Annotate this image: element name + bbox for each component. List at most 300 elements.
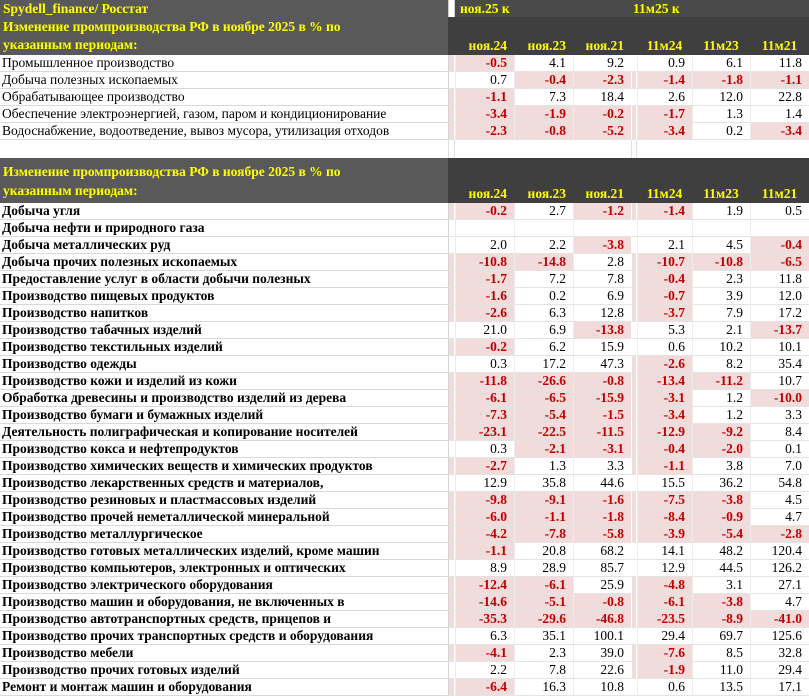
- value-cell: 27.1: [750, 577, 809, 594]
- value-cell: 2.6: [637, 89, 692, 106]
- row-label: Добыча нефти и природного газа: [0, 220, 448, 237]
- row-label: Производство текстильных изделий: [0, 339, 448, 356]
- row-label: Производство кожи и изделий из кожи: [0, 373, 448, 390]
- value-cell: -10.0: [750, 390, 809, 407]
- column-headers-block2: [448, 158, 809, 203]
- value-cell: 6.2: [514, 339, 573, 356]
- value-cell: 18.4: [573, 89, 631, 106]
- value-cell: -2.6: [637, 356, 692, 373]
- value-cell: [692, 220, 750, 237]
- value-cell: 25.9: [573, 577, 631, 594]
- table-row: [0, 89, 809, 106]
- table-row: [0, 560, 809, 577]
- value-cell: -6.0: [455, 509, 514, 526]
- period-group-nov25: ноя.25 к: [460, 1, 510, 16]
- table-header-top: [0, 0, 809, 17]
- value-cell: 8.5: [692, 645, 750, 662]
- value-cell: -0.5: [455, 55, 514, 72]
- value-cell: 11.8: [750, 271, 809, 288]
- column-spacer: [448, 89, 455, 106]
- value-cell: 68.2: [573, 543, 631, 560]
- value-cell: -11.2: [692, 373, 750, 390]
- table-row: [0, 203, 809, 220]
- value-cell: -0.8: [514, 123, 573, 140]
- column-spacer: [448, 475, 455, 492]
- summary-rows: [0, 55, 809, 140]
- column-spacer: [448, 271, 455, 288]
- value-cell: -4.2: [455, 526, 514, 543]
- value-cell: 85.7: [573, 560, 631, 577]
- value-cell: -6.1: [637, 594, 692, 611]
- value-cell: -9.8: [455, 492, 514, 509]
- table-row: [0, 373, 809, 390]
- value-cell: 4.1: [514, 55, 573, 72]
- row-label: Производство пищевых продуктов: [0, 288, 448, 305]
- column-spacer: [448, 322, 455, 339]
- column-header: 11м23: [703, 38, 739, 53]
- column-spacer: [448, 123, 455, 140]
- column-spacer: [448, 662, 455, 679]
- value-cell: -3.1: [637, 390, 692, 407]
- table-header-block1: [0, 17, 809, 55]
- row-label: Производство лекарственных средств и материалов,: [0, 475, 448, 492]
- value-cell: 7.0: [750, 458, 809, 475]
- row-label: Добыча полезных ископаемых: [0, 72, 448, 89]
- column-spacer: [448, 577, 455, 594]
- value-cell: 12.0: [692, 89, 750, 106]
- value-cell: 69.7: [692, 628, 750, 645]
- value-cell: -1.9: [514, 106, 573, 123]
- value-cell: 4.7: [750, 509, 809, 526]
- value-cell: 120.4: [750, 543, 809, 560]
- value-cell: 3.3: [573, 458, 631, 475]
- value-cell: -7.8: [514, 526, 573, 543]
- value-cell: -1.1: [750, 72, 809, 89]
- header-separator: [448, 0, 455, 17]
- value-cell: 8.4: [750, 424, 809, 441]
- value-cell: 8.9: [455, 560, 514, 577]
- period-groups: [455, 0, 809, 17]
- value-cell: -1.5: [573, 407, 631, 424]
- value-cell: -11.8: [455, 373, 514, 390]
- value-cell: 0.3: [455, 356, 514, 373]
- column-spacer: [448, 611, 455, 628]
- value-cell: 0.6: [637, 339, 692, 356]
- column-spacer: [448, 254, 455, 271]
- value-cell: -4.1: [455, 645, 514, 662]
- value-cell: -22.5: [514, 424, 573, 441]
- value-cell: 44.5: [692, 560, 750, 577]
- row-label: Производство кокса и нефтепродуктов: [0, 441, 448, 458]
- value-cell: 20.8: [514, 543, 573, 560]
- value-cell: 48.2: [692, 543, 750, 560]
- value-cell: -1.1: [455, 89, 514, 106]
- value-cell: 17.2: [750, 305, 809, 322]
- value-cell: 2.1: [692, 322, 750, 339]
- column-spacer: [448, 72, 455, 89]
- value-cell: -35.3: [455, 611, 514, 628]
- column-spacer: [448, 509, 455, 526]
- value-cell: -8.4: [637, 509, 692, 526]
- value-cell: 3.3: [750, 407, 809, 424]
- value-cell: -0.2: [573, 106, 631, 123]
- title-line-1: Изменение промпроизводства РФ в ноябре 2025 в % по: [3, 19, 341, 34]
- value-cell: -29.6: [514, 611, 573, 628]
- value-cell: -13.4: [637, 373, 692, 390]
- gap-row: [0, 140, 809, 158]
- value-cell: 16.3: [514, 679, 573, 696]
- table-row: [0, 628, 809, 645]
- value-cell: 0.2: [514, 288, 573, 305]
- column-spacer: [448, 441, 455, 458]
- table-row: [0, 424, 809, 441]
- value-cell: -3.8: [692, 492, 750, 509]
- table-title-2: [0, 158, 448, 203]
- value-cell: -5.1: [514, 594, 573, 611]
- value-cell: -3.4: [637, 123, 692, 140]
- value-cell: 13.5: [692, 679, 750, 696]
- column-spacer: [448, 203, 455, 220]
- column-spacer: [448, 237, 455, 254]
- column-spacer: [448, 424, 455, 441]
- value-cell: -0.2: [455, 339, 514, 356]
- value-cell: -14.8: [514, 254, 573, 271]
- value-cell: 0.2: [692, 123, 750, 140]
- value-cell: -2.7: [455, 458, 514, 475]
- row-label: Производство резиновых и пластмассовых изделий: [0, 492, 448, 509]
- value-cell: 12.9: [455, 475, 514, 492]
- value-cell: -1.4: [637, 203, 692, 220]
- value-cell: 3.1: [692, 577, 750, 594]
- value-cell: 4.5: [750, 492, 809, 509]
- row-label: Обеспечение электроэнергией, газом, паром и кондиционирование: [0, 106, 448, 123]
- column-spacer: [448, 458, 455, 475]
- row-label: Производство напитков: [0, 305, 448, 322]
- column-header: 11м23: [703, 186, 739, 201]
- row-label: Производство табачных изделий: [0, 322, 448, 339]
- row-label: Производство бумаги и бумажных изделий: [0, 407, 448, 424]
- value-cell: 1.3: [514, 458, 573, 475]
- row-label: Производство машин и оборудования, не включенных в: [0, 594, 448, 611]
- value-cell: -6.1: [455, 390, 514, 407]
- value-cell: -3.9: [637, 526, 692, 543]
- value-cell: 6.9: [573, 288, 631, 305]
- value-cell: 11.8: [750, 55, 809, 72]
- value-cell: 0.3: [455, 441, 514, 458]
- column-spacer: [448, 220, 455, 237]
- value-cell: -14.6: [455, 594, 514, 611]
- row-label: Промышленное производство: [0, 55, 448, 72]
- value-cell: -1.7: [637, 106, 692, 123]
- value-cell: 22.8: [750, 89, 809, 106]
- column-spacer: [448, 288, 455, 305]
- column-spacer: [448, 543, 455, 560]
- value-cell: -26.6: [514, 373, 573, 390]
- value-cell: 32.8: [750, 645, 809, 662]
- value-cell: 54.8: [750, 475, 809, 492]
- value-cell: -46.8: [573, 611, 631, 628]
- value-cell: -2.3: [455, 123, 514, 140]
- table-row: [0, 271, 809, 288]
- value-cell: 2.1: [637, 237, 692, 254]
- value-cell: 44.6: [573, 475, 631, 492]
- table-row: [0, 458, 809, 475]
- value-cell: -0.7: [637, 288, 692, 305]
- table-row: [0, 611, 809, 628]
- value-cell: -1.7: [455, 271, 514, 288]
- value-cell: 4.5: [692, 237, 750, 254]
- column-header: 11м21: [761, 38, 798, 53]
- value-cell: 125.6: [750, 628, 809, 645]
- value-cell: -2.8: [750, 526, 809, 543]
- value-cell: 47.3: [573, 356, 631, 373]
- value-cell: -1.9: [637, 662, 692, 679]
- value-cell: 6.9: [514, 322, 573, 339]
- column-spacer: [448, 339, 455, 356]
- value-cell: 36.2: [692, 475, 750, 492]
- value-cell: 14.1: [637, 543, 692, 560]
- value-cell: [750, 220, 809, 237]
- value-cell: -5.4: [692, 526, 750, 543]
- value-cell: 2.8: [573, 254, 631, 271]
- detail-rows: [0, 203, 809, 694]
- column-spacer: [448, 373, 455, 390]
- value-cell: -3.4: [637, 407, 692, 424]
- value-cell: -7.3: [455, 407, 514, 424]
- row-label: Водоснабжение, водоотведение, вывоз мусора, утилизация отходов: [0, 123, 448, 140]
- row-label: Добыча прочих полезных ископаемых: [0, 254, 448, 271]
- value-cell: 126.2: [750, 560, 809, 577]
- column-spacer: [448, 356, 455, 373]
- value-cell: [455, 220, 514, 237]
- value-cell: 12.0: [750, 288, 809, 305]
- value-cell: 6.3: [514, 305, 573, 322]
- value-cell: 35.8: [514, 475, 573, 492]
- value-cell: 2.0: [455, 237, 514, 254]
- value-cell: -8.9: [692, 611, 750, 628]
- value-cell: 35.4: [750, 356, 809, 373]
- title2-line-2: указанным периодам:: [3, 183, 138, 198]
- value-cell: -1.6: [455, 288, 514, 305]
- value-cell: 7.8: [514, 662, 573, 679]
- value-cell: 2.7: [514, 203, 573, 220]
- value-cell: 17.2: [514, 356, 573, 373]
- table-title: [0, 17, 448, 55]
- value-cell: 6.1: [692, 55, 750, 72]
- value-cell: 11.0: [692, 662, 750, 679]
- table-row: [0, 55, 809, 72]
- table-row: [0, 492, 809, 509]
- column-spacer: [448, 106, 455, 123]
- row-label: Производство химических веществ и химических продуктов: [0, 458, 448, 475]
- value-cell: -0.4: [637, 441, 692, 458]
- value-cell: -41.0: [750, 611, 809, 628]
- value-cell: -1.4: [637, 72, 692, 89]
- value-cell: 39.0: [573, 645, 631, 662]
- value-cell: -1.8: [692, 72, 750, 89]
- value-cell: -0.9: [692, 509, 750, 526]
- column-header: ноя.21: [585, 186, 624, 201]
- value-cell: 3.9: [692, 288, 750, 305]
- table-row: [0, 237, 809, 254]
- table-row: [0, 254, 809, 271]
- value-cell: 5.3: [637, 322, 692, 339]
- value-cell: -7.5: [637, 492, 692, 509]
- value-cell: 10.7: [750, 373, 809, 390]
- column-header: ноя.24: [468, 38, 507, 53]
- column-spacer: [448, 594, 455, 611]
- value-cell: -3.7: [637, 305, 692, 322]
- row-label: Предоставление услуг в области добычи полезных: [0, 271, 448, 288]
- table-row: [0, 123, 809, 140]
- row-label: Производство металлургическое: [0, 526, 448, 543]
- table-row: [0, 577, 809, 594]
- table-header-block2: [0, 158, 809, 203]
- value-cell: -5.2: [573, 123, 631, 140]
- title2-line-1: Изменение промпроизводства РФ в ноябре 2025 в % по: [3, 164, 341, 179]
- row-label: Производство прочих транспортных средств и оборудования: [0, 628, 448, 645]
- table-row: [0, 407, 809, 424]
- value-cell: 12.9: [637, 560, 692, 577]
- column-spacer: [448, 628, 455, 645]
- table-row: [0, 543, 809, 560]
- value-cell: 9.2: [573, 55, 631, 72]
- value-cell: 35.1: [514, 628, 573, 645]
- column-header: ноя.21: [585, 38, 624, 53]
- value-cell: 1.9: [692, 203, 750, 220]
- value-cell: -1.1: [514, 509, 573, 526]
- value-cell: -6.5: [750, 254, 809, 271]
- value-cell: -12.9: [637, 424, 692, 441]
- row-label: Производство электрического оборудования: [0, 577, 448, 594]
- value-cell: -13.7: [750, 322, 809, 339]
- column-header: 11м24: [646, 38, 683, 53]
- value-cell: 29.4: [750, 662, 809, 679]
- value-cell: -3.4: [455, 106, 514, 123]
- table-row: [0, 662, 809, 679]
- column-header: ноя.24: [468, 186, 507, 201]
- value-cell: 22.6: [573, 662, 631, 679]
- table-row: [0, 441, 809, 458]
- value-cell: 10.1: [750, 339, 809, 356]
- value-cell: 0.7: [455, 72, 514, 89]
- row-label: Производство автотранспортных средств, прицепов и: [0, 611, 448, 628]
- value-cell: 15.5: [637, 475, 692, 492]
- table-row: [0, 339, 809, 356]
- value-cell: -0.4: [514, 72, 573, 89]
- column-spacer: [448, 55, 455, 72]
- table-row: [0, 356, 809, 373]
- row-label: Производство прочих готовых изделий: [0, 662, 448, 679]
- value-cell: -9.1: [514, 492, 573, 509]
- value-cell: 7.3: [514, 89, 573, 106]
- value-cell: [514, 220, 573, 237]
- value-cell: 15.9: [573, 339, 631, 356]
- value-cell: -6.1: [514, 577, 573, 594]
- value-cell: -23.5: [637, 611, 692, 628]
- table-row: [0, 72, 809, 89]
- value-cell: 6.3: [455, 628, 514, 645]
- value-cell: 8.2: [692, 356, 750, 373]
- row-label: Производство компьютеров, электронных и оптических: [0, 560, 448, 577]
- value-cell: 28.9: [514, 560, 573, 577]
- value-cell: -1.8: [573, 509, 631, 526]
- value-cell: -10.8: [455, 254, 514, 271]
- column-spacer: [448, 390, 455, 407]
- value-cell: -3.8: [692, 594, 750, 611]
- source-label: Spydell_finance/ Росстат: [0, 0, 448, 17]
- value-cell: 7.2: [514, 271, 573, 288]
- value-cell: 0.1: [750, 441, 809, 458]
- row-label: Обрабатывающее производство: [0, 89, 448, 106]
- column-header: ноя.23: [527, 186, 566, 201]
- value-cell: -6.5: [514, 390, 573, 407]
- value-cell: -12.4: [455, 577, 514, 594]
- value-cell: -1.1: [455, 543, 514, 560]
- value-cell: -3.1: [573, 441, 631, 458]
- column-header: 11м21: [761, 186, 798, 201]
- table-row: [0, 526, 809, 543]
- value-cell: -9.2: [692, 424, 750, 441]
- value-cell: -2.1: [514, 441, 573, 458]
- value-cell: [573, 220, 631, 237]
- value-cell: -3.4: [750, 123, 809, 140]
- value-cell: 17.1: [750, 679, 809, 696]
- row-label: Производство одежды: [0, 356, 448, 373]
- table-row: [0, 594, 809, 611]
- value-cell: -15.9: [573, 390, 631, 407]
- value-cell: -0.2: [455, 203, 514, 220]
- value-cell: 3.8: [692, 458, 750, 475]
- table-row: [0, 220, 809, 237]
- title-line-2: указанным периодам:: [3, 37, 138, 52]
- value-cell: -1.1: [637, 458, 692, 475]
- value-cell: -13.8: [573, 322, 631, 339]
- table-row: [0, 475, 809, 492]
- value-cell: -6.4: [455, 679, 514, 696]
- table-row: [0, 390, 809, 407]
- value-cell: 7.8: [573, 271, 631, 288]
- value-cell: -3.8: [573, 237, 631, 254]
- value-cell: -0.8: [573, 373, 631, 390]
- row-label: Обработка древесины и производство изделий из дерева: [0, 390, 448, 407]
- value-cell: -10.7: [637, 254, 692, 271]
- value-cell: -10.8: [692, 254, 750, 271]
- column-spacer: [448, 305, 455, 322]
- column-header: ноя.23: [527, 38, 566, 53]
- row-label: Производство готовых металлических изделий, кроме машин: [0, 543, 448, 560]
- value-cell: -5.8: [573, 526, 631, 543]
- value-cell: 0.9: [637, 55, 692, 72]
- value-cell: -7.6: [637, 645, 692, 662]
- column-header: 11м24: [646, 186, 683, 201]
- value-cell: 2.3: [692, 271, 750, 288]
- column-spacer: [448, 492, 455, 509]
- value-cell: 0.6: [637, 679, 692, 696]
- value-cell: 29.4: [637, 628, 692, 645]
- value-cell: 2.2: [455, 662, 514, 679]
- table-row: [0, 322, 809, 339]
- row-label: Производство прочей неметаллической минеральной: [0, 509, 448, 526]
- column-spacer: [448, 526, 455, 543]
- column-spacer: [448, 407, 455, 424]
- column-spacer: [448, 645, 455, 662]
- value-cell: 1.3: [692, 106, 750, 123]
- value-cell: 7.9: [692, 305, 750, 322]
- value-cell: [637, 220, 692, 237]
- value-cell: -11.5: [573, 424, 631, 441]
- value-cell: 1.2: [692, 407, 750, 424]
